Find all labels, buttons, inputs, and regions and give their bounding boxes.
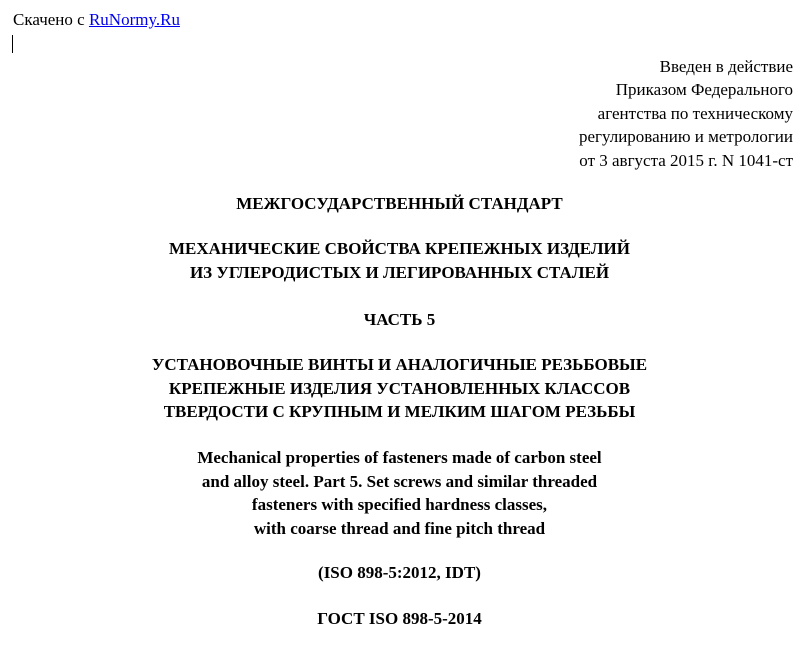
part-label: ЧАСТЬ 5 bbox=[363, 310, 436, 329]
source-line bbox=[13, 9, 180, 31]
source-link[interactable]: RuNormy.Ru bbox=[88, 10, 180, 29]
title-line: ИЗ УГЛЕРОДИСТЫХ И ЛЕГИРОВАННЫХ СТАЛЕЙ bbox=[189, 262, 610, 282]
gost-number: ГОСТ ISO 898-5-2014 bbox=[317, 609, 482, 628]
enactment-line: от 3 августа 2015 г. N 1041-ст bbox=[579, 150, 793, 170]
enactment-line: Введен в действие bbox=[659, 57, 793, 76]
part-heading bbox=[0, 308, 799, 332]
document-subtitle bbox=[0, 353, 799, 424]
english-title-line: Mechanical properties of fasteners made of carbon steel bbox=[197, 448, 602, 467]
title-line: МЕХАНИЧЕСКИЕ СВОЙСТВА КРЕПЕЖНЫХ ИЗДЕЛИЙ bbox=[168, 239, 631, 258]
iso-reference: (ISO 898-5:2012, IDT) bbox=[318, 563, 481, 582]
subtitle-line: УСТАНОВОЧНЫЕ ВИНТЫ И АНАЛОГИЧНЫЕ РЕЗЬБОВЫЕ bbox=[151, 355, 648, 374]
iso-reference-block bbox=[0, 561, 799, 585]
english-title-line: fasteners with specified hardness classes, bbox=[251, 495, 548, 514]
text-cursor bbox=[12, 35, 13, 53]
standard-type-heading bbox=[0, 192, 799, 216]
gost-number-block bbox=[0, 607, 799, 631]
enactment-line: регулированию и метрологии bbox=[578, 127, 793, 147]
subtitle-line: ТВЕРДОСТИ С КРУПНЫМ И МЕЛКИМ ШАГОМ РЕЗЬБЫ bbox=[163, 402, 636, 421]
source-prefix: Скачено с bbox=[13, 10, 89, 29]
standard-type: МЕЖГОСУДАРСТВЕННЫЙ СТАНДАРТ bbox=[236, 194, 563, 213]
enactment-block bbox=[579, 55, 793, 172]
enactment-line: Приказом Федерального bbox=[615, 80, 793, 100]
subtitle-line: КРЕПЕЖНЫЕ ИЗДЕЛИЯ УСТАНОВЛЕННЫХ КЛАССОВ bbox=[168, 378, 631, 398]
english-title-line: and alloy steel. Part 5. Set screws and similar threaded bbox=[201, 471, 598, 491]
document-title bbox=[0, 237, 799, 284]
english-title bbox=[0, 446, 799, 540]
enactment-line: агентства по техническому bbox=[597, 103, 793, 123]
english-title-line: with coarse thread and fine pitch thread bbox=[253, 518, 546, 538]
